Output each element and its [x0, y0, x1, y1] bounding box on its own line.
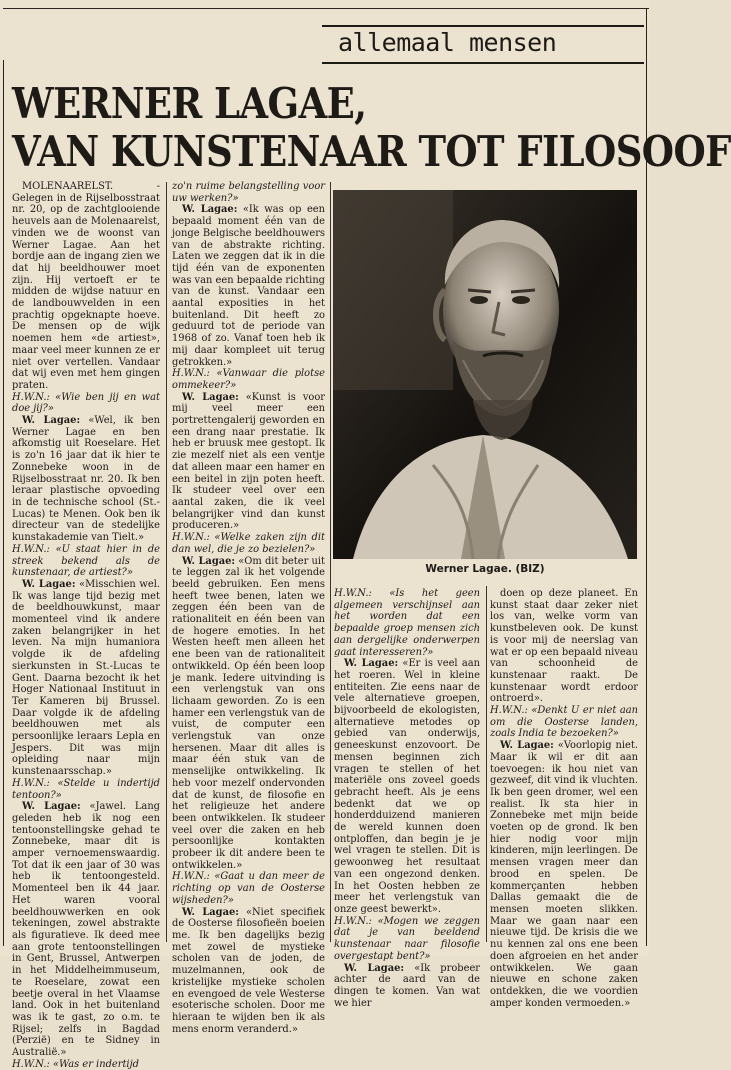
speaker-label: W. Lagae: [182, 555, 236, 567]
speaker-label: W. Lagae: [344, 658, 399, 670]
speaker-label: W. Lagae: [500, 740, 554, 752]
rubric-label: allemaal mensen [338, 28, 557, 57]
article-paragraph [490, 740, 638, 1009]
article-paragraph: H.W.N.: «U staat hier in de streek bekend als de kunstenaar, de artiest?» [12, 543, 160, 579]
photo-caption: Werner Lagae. (BIZ) [425, 563, 545, 575]
article-paragraph: doen op deze planeet. En kunst staat daar zeker niet los van, welke vorm van kunstbeleven ook. De kunst is voor mij de neerslag van wat er op een bepaald niveau van schoonheid de kunstenaar raakt. De kunstenaar wordt erdoor ontroerd». [490, 588, 638, 705]
article-paragraph: H.W.N.: «Denkt U er niet aan om die Oosterse landen, zoals India te bezoeken?» [490, 705, 638, 740]
speaker-label: W. Lagae: [22, 578, 76, 590]
answer-text: «Misschien wel. Ik was lange tijd bezig met de beeldhouwkunst, maar momenteel vind ik andere zaken belangrijker in het leven. Na mijn humaniora volgde ik de afdeling sierkunsten in St.-Lucas te Gent. Daarna bezocht ik het Hoger Nationaal Instituut in Ter Kameren bij Brussel. Daar volgde ik de afdeling beeldhouwen met als persoonlijke leraars Lepla en Jespers. Dit was mijn opleiding naar mijn kunstenaarsschap.» [12, 578, 161, 778]
article-paragraph [12, 801, 160, 1058]
answer-text: «Om dit beter uit te leggen zal ik het volgende beeld gebruiken. Een mens heeft twee benen, laten we zeggen één been van de rationaliteit en één been van de hogere emoties. In het Westen heeft men alleen het ene been van de rationaliteit ontwikkeld. Op één been loop je mank. Iedere uitvinding is een verlengstuk van ons lichaam geworden. Zo is een hamer een verlengstuk van de vuist, de computer een verlengstuk van onze hersenen. Maar dit alles is maar één stuk van de menselijke ontwikkeling. Ik heb voor mezelf ondervonden dat de kunst, de filosofie en het religieuze het andere been ontwikkelen. Ik studeer veel over die zaken en heb persoonlijke kontakten probeer ik dit andere been te ontwikkelen.» [172, 555, 325, 871]
article-column-2 [172, 181, 325, 1035]
article-column-3 [334, 588, 480, 1009]
article-paragraph: H.W.N.: «Gaat u dan meer de richting op van de Oosterse wijsheden?» [172, 871, 325, 906]
speaker-label: W. Lagae: [182, 391, 239, 403]
top-rule [3, 8, 649, 9]
article-paragraph: H.W.N.: «Stelde u indertijd tentoon?» [12, 777, 160, 801]
answer-text: «Er is veel aan het roeren. Wel in kleine entiteiten. Zie eens naar de vele alternatieve groepen, bijvoorbeeld de ekologisten, alternatieve metodes op gebied van onderwijs, geneeskunst enzovoort. De mensen beginnen zich vragen te stellen of het materiële ons zoveel goeds gebracht heeft. Als je eens bedenkt dat we op honderdduizend manieren de wereld kunnen doen ontploffen, dan begin je je wel vragen te stellen. Dit is gewoonweg het resultaat van een ongezond denken. In het Oosten hebben ze meer het verlengstuk van onze geest bewerkt». [334, 658, 481, 915]
article-column-4 [490, 588, 638, 1009]
speaker-label: W. Lagae: [182, 906, 239, 918]
article-paragraph: H.W.N.: «Mogen we zeggen dat je van beeldend kunstenaar naar filosofie overgestapt bent?» [334, 915, 480, 962]
article-paragraph: H.W.N.: «Wie ben jij en wat doe jij?» [12, 391, 160, 415]
portrait-photo-icon [333, 190, 637, 559]
column-divider [486, 586, 487, 942]
headline-line-1: WERNER LAGAE, [12, 77, 367, 129]
article-paragraph: zo'n ruime belangstelling voor uw werken?» [172, 181, 325, 204]
answer-text: «Ik probeer achter de aard van de dingen te komen. Van wat we hier [334, 962, 481, 1009]
answer-text: «Ik was op een bepaald moment één van de jonge Belgische beeldhouwers van de abstrakte richting. Laten we zeggen dat ik in die tijd één van de exponenten was van een bepaalde richting van de kunst. Vandaar een aantal exposities in het buitenland. Dit heeft zo geduurd tot de periode van 1968 of zo. Vanaf toen heb ik mij daar kompleet uit terug getrokken.» [172, 204, 325, 368]
answer-text: «Wel, ik ben Werner Lagae en ben afkomstig uit Roeselare. Het is zo'n 16 jaar dat ik hier te Zonnebeke woon in de Rijselbosstraat nr. 20. Ik ben leraar plastische opvoeding in de technische school (St.-Lucas) te Menen. Ook ben ik directeur van de stedelijke kunstakademie van Tielt.» [12, 415, 160, 544]
article-paragraph [172, 204, 325, 368]
column-divider [330, 182, 331, 942]
column-divider [166, 182, 167, 942]
article-paragraph: H.W.N.: «Vanwaar die plotse ommekeer?» [172, 368, 325, 391]
article-paragraph: H.W.N.: «Was er indertijd [12, 1058, 139, 1070]
article-paragraph: MOLENAARELST. - Gelegen in de Rijselbosstraat nr. 20, op de zachtglooiende heuvels aan de Molenaarelst, vinden we de woonst van Werner Lagae. Aan het bordje aan de ingang zien we dat hij beeldhouwer moet zijn. Hij vertoeft er te midden de wijdse natuur en de landbouwvelden in een prachtig opgeknapte hoeve. De mensen op de wijk noemen hem «de artiest», maar veel meer kunnen ze er niet over vertellen. Vandaar dat wij even met hem gingen praten. [12, 181, 160, 391]
speaker-label: W. Lagae: [22, 415, 81, 427]
article-paragraph [12, 415, 160, 544]
article-paragraph: H.W.N.: «Is het geen algemeen verschijnsel aan het worden dat een bepaalde groep mensen zich aan dergelijke onderwerpen gaat interesseren?» [334, 588, 480, 658]
left-rule [3, 60, 4, 946]
article-paragraph [172, 907, 325, 1036]
article-paragraph [172, 392, 325, 532]
article-paragraph [172, 556, 325, 872]
article-paragraph [334, 658, 480, 915]
speaker-label: W. Lagae: [22, 801, 81, 813]
answer-text: «Niet specifiek de Oosterse filosofieën boeien me. Ik ben dagelijks bezig met zowel de mystieke scholen van de joden, de muzelmannen, ook de kristelijke mystieke scholen en evengoed de vele Westerse esoterische scholen. Door me hieraan te wijden ben ik als mens enorm veranderd.» [172, 906, 325, 1035]
article-paragraph: H.W.N.: «Welke zaken zijn dit dan wel, die je zo bezielen?» [172, 532, 325, 555]
headline-line-2: VAN KUNSTENAAR TOT FILOSOOF [12, 125, 731, 177]
section-rubric [322, 25, 644, 64]
answer-text: «Jawel. Lang geleden heb ik nog een tentoonstellingske gehad te Zonnebeke, maar dit is amper vernoemenswaardig. Tot dat ik een jaar of 30 was heb ik tentoongesteld. Momenteel ben ik 44 jaar. Het waren vooral beeldhouwwerken en ook tekeningen, zowel abstrakte als figuratieve. Ik deed mee aan grote tentoonstellingen in Gent, Brussel, Antwerpen in het Middelheimmuseum, te Roeselare, zowat een beetje overal in het Vlaamse land. Ook in het buitenland was ik te gast, zo o.m. te Rijsel; zelfs in Bagdad (Perzië) en te Sidney in Australië.» [12, 801, 160, 1059]
article-paragraph [334, 963, 480, 1010]
speaker-label: W. Lagae: [182, 204, 238, 216]
speaker-label: W. Lagae: [344, 962, 405, 974]
portrait-photo-svg [333, 190, 637, 559]
article-paragraph [12, 579, 160, 778]
article-column-1 [12, 181, 160, 1070]
answer-text: «Voorlopig niet. Maar ik wil er dit aan toevoegen: ik hou niet van gezweef, dit vind ik vluchten. Ik ben geen dromer, wel een realist. Ik sta hier in Zonnebeke met mijn beide voeten op de grond. Ik ben hier nodig voor mijn kinderen, mijn leerlingen. De mensen vragen meer dan brood en spelen. De kommerçanten hebben Dallas gemaakt die de mensen moeten slikken. Maar we gaan naar een nieuwe tijd. De krisis die we nu kennen zal ons ene been doen afgroeien en het ander ontwikkelen. We gaan nieuwe en schone zaken ontdekken, die we voordien amper konden vermoeden.» [490, 740, 639, 1009]
answer-text: «Kunst is voor mij veel meer een portrettengalerij geworden en een drang naar prestatie. Ik heb er bruusk mee gestopt. Ik zie mezelf niet als een ventje dat alleen maar een hamer en een beitel in zijn poten heeft. Ik studeer veel over een aantal zaken, die ik veel belangrijker vind dan kunst produceren.» [172, 391, 326, 532]
